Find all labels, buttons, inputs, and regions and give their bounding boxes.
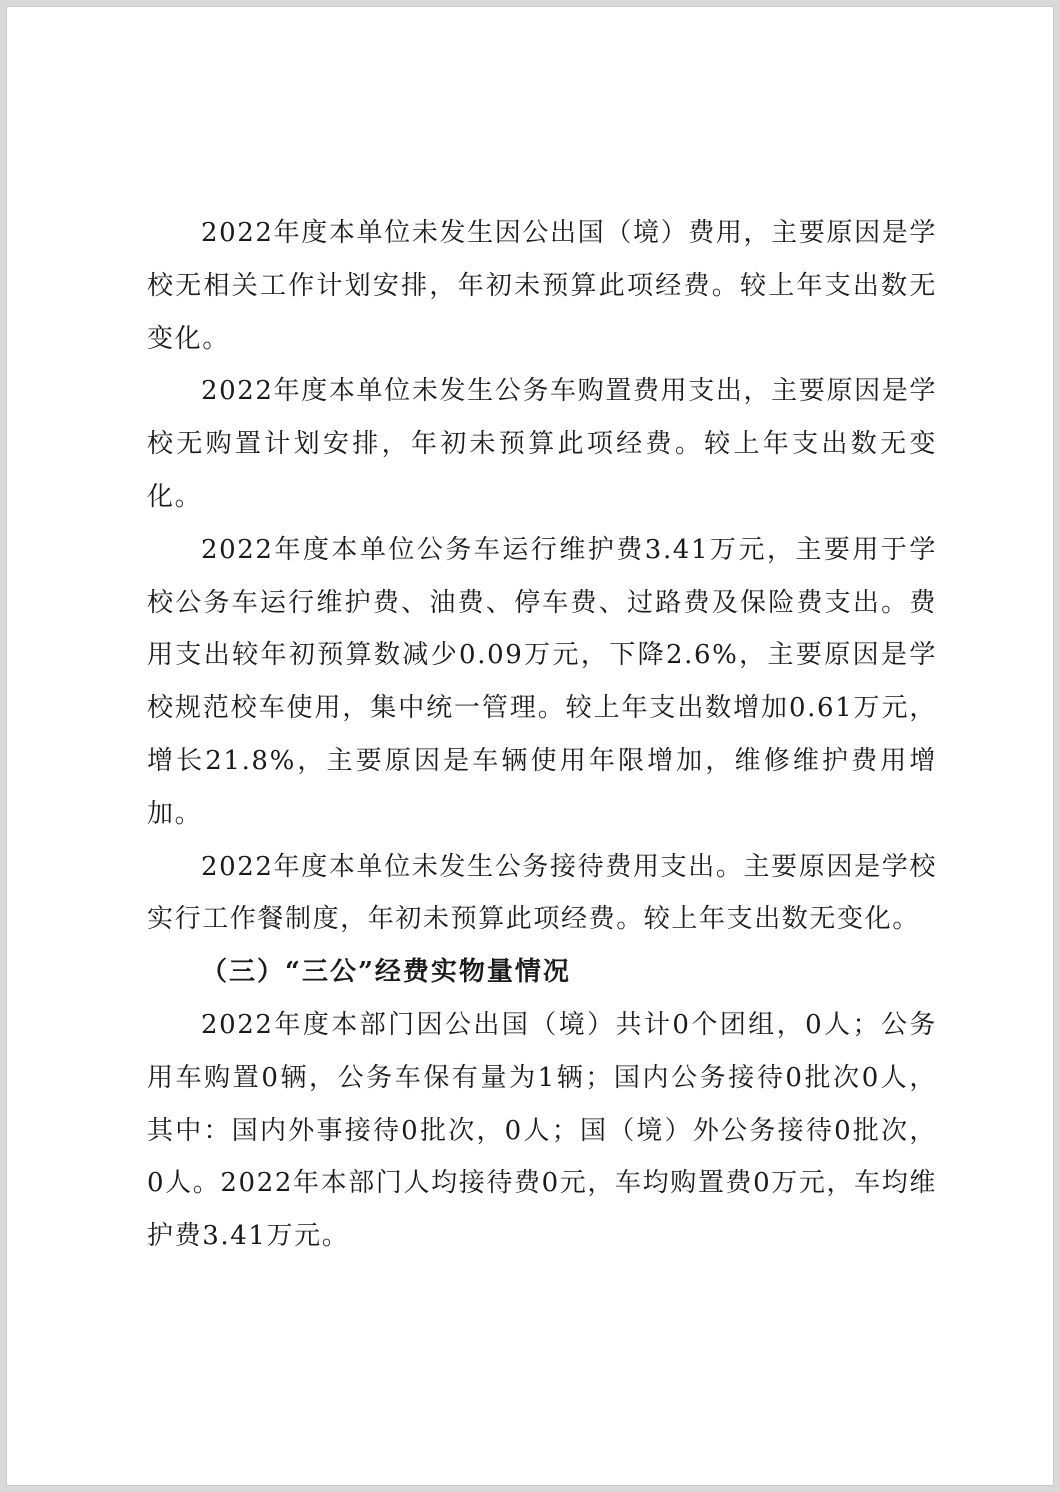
document-body [147, 207, 937, 1263]
paragraph-overseas-travel: 2022年度本单位未发生因公出国（境）费用，主要原因是学校无相关工作计划安排，年初未预算此项经费。较上年支出数无变化。 [147, 218, 937, 354]
paragraph-vehicle-maintenance: 2022年度本单位公务车运行维护费3.41万元，主要用于学校公务车运行维护费、油费、停车费、过路费及保险费支出。费用支出较年初预算数减少0.09万元，下降2.6%，主要原因是学校规范校车使用，集中统一管理。较上年支出数增加0.61万元，增长21.8%，主要原因是车辆使用年限增加，维修维护费用增加。 [147, 534, 937, 829]
section-heading: （三）“三公”经费实物量情况 [201, 957, 571, 988]
paragraph-physical-quantities: 2022年度本部门因公出国（境）共计0个团组，0人；公务用车购置0辆，公务车保有量为1辆；国内公务接待0批次0人，其中：国内外事接待0批次，0人；国（境）外公务接待0批次，0人。2022年本部门人均接待费0元，车均购置费0万元，车均维护费3.41万元。 [147, 1009, 937, 1252]
paragraph-official-reception: 2022年度本单位未发生公务接待费用支出。主要原因是学校实行工作餐制度，年初未预算此项经费。较上年支出数无变化。 [147, 851, 937, 935]
paragraph-vehicle-purchase: 2022年度本单位未发生公务车购置费用支出，主要原因是学校无购置计划安排，年初未预算此项经费。较上年支出数无变化。 [147, 376, 937, 512]
document-page [6, 6, 1054, 1486]
